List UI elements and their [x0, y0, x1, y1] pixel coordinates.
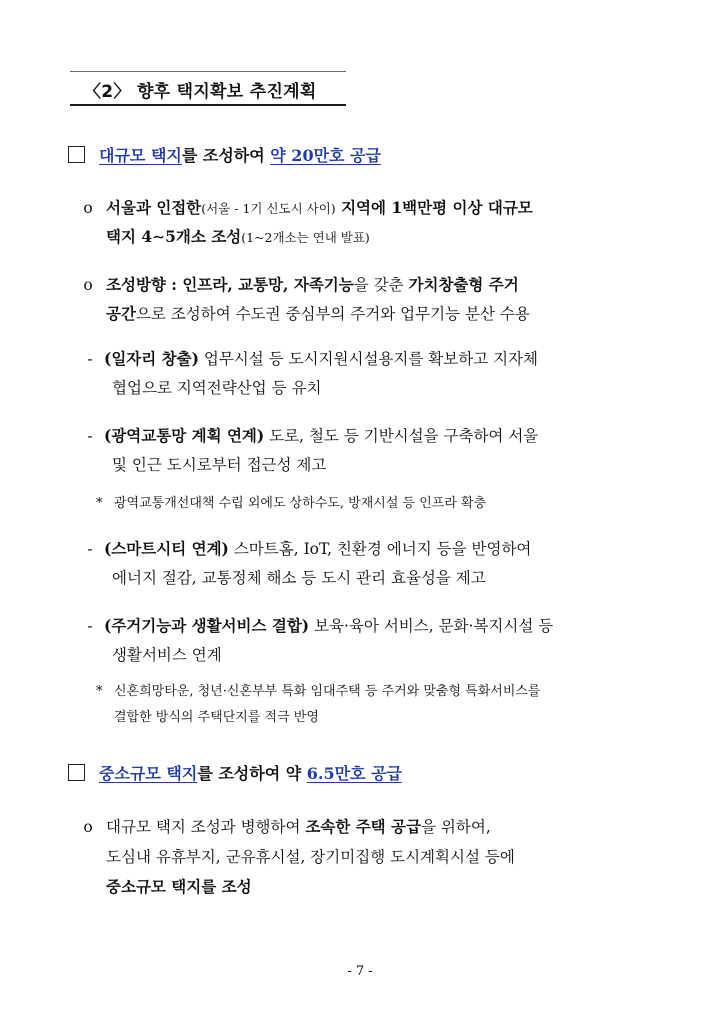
- item2-plain-text: 을 갖춘: [353, 276, 409, 294]
- asterisk-icon: *: [96, 496, 103, 511]
- heading1-middle: 를 조성하여: [181, 146, 271, 165]
- list-item-line: 도심내 유휴부지, 군유휴시설, 장기미집행 도시계획시설 등에: [106, 848, 515, 866]
- sub-item-line: [104, 534, 531, 564]
- heading2-amount: 6.5만호 공급: [306, 764, 402, 783]
- page-number: - 7 -: [347, 964, 373, 979]
- item2-bold-text-3: 공간: [106, 304, 136, 323]
- dash-bullet-icon: -: [87, 540, 93, 558]
- item1-bold-text-2: 지역에 1백만평 이상 대규모: [335, 198, 533, 217]
- list-item-line: [106, 299, 530, 329]
- sub2-bold-text: (광역교통망 계획 연계): [104, 426, 265, 445]
- item3-plain-text-2: 을 위하여,: [421, 818, 491, 836]
- item2-bold-text: 조성방향 : 인프라, 교통망, 자족기능: [106, 275, 354, 294]
- sub4-text: 보육·육아 서비스, 문화·복지시설 등: [309, 617, 554, 635]
- section-title: 〈2〉 향후 택지확보 추진계획: [84, 82, 317, 102]
- asterisk-icon: *: [96, 684, 103, 699]
- circle-bullet-icon: ο: [83, 276, 93, 294]
- item3-plain-text: 대규모 택지 조성과 병행하여: [106, 818, 306, 836]
- dash-bullet-icon: -: [87, 350, 93, 368]
- list-item-line: [106, 193, 533, 224]
- dash-bullet-icon: -: [87, 617, 93, 635]
- heading1-subject: 대규모 택지: [99, 146, 182, 165]
- sub-item-line: 에너지 절감, 교통정체 해소 등 도시 관리 효율성을 제고: [112, 569, 486, 587]
- sub-item-line: [104, 421, 538, 451]
- item1-small-text-2: (1~2개소는 연내 발표): [241, 230, 370, 245]
- item3-bold-text: 조속한 주택 공급: [305, 817, 421, 836]
- section-header: [70, 71, 346, 105]
- sub1-bold-text: (일자리 창출): [104, 349, 199, 368]
- list-item-line: [106, 812, 491, 842]
- note-text: 신혼희망타운, 청년·신혼부부 특화 임대주택 등 주거와 맞춤형 특화서비스를: [114, 684, 541, 699]
- item2-plain-text-2: 으로 조성하여 수도권 중심부의 주거와 업무기능 분산 수용: [135, 305, 530, 323]
- item1-bold-text: 서울과 인접한: [106, 198, 202, 217]
- sub-item-line: [104, 611, 553, 641]
- item1-small-text: (서울 - 1기 신도시 사이): [201, 201, 336, 216]
- item1-bold-text-3: 택지 4∼5개소 조성: [106, 227, 242, 246]
- sub4-bold-text: (주거기능과 생활서비스 결합): [104, 616, 310, 635]
- dash-bullet-icon: -: [87, 427, 93, 445]
- item2-bold-text-2: 가치창출형 주거: [408, 275, 519, 294]
- heading1-amount: 약 20만호 공급: [270, 146, 381, 165]
- heading2-subject: 중소규모 택지: [99, 764, 198, 783]
- circle-bullet-icon: ο: [83, 199, 93, 217]
- checkbox-square-icon: [68, 764, 85, 781]
- list-item-line: [106, 222, 370, 253]
- sub-item-line: 협업으로 지역전략산업 등 유치: [112, 379, 322, 397]
- header-bottom-rule: [70, 104, 346, 106]
- sub-item-line: 및 인근 도시로부터 접근성 제고: [112, 456, 327, 474]
- heading2-middle: 를 조성하여 약: [197, 764, 307, 783]
- circle-bullet-icon: ο: [83, 818, 93, 836]
- sub2-text: 도로, 철도 등 기반시설을 구축하여 서울: [264, 427, 539, 445]
- note-text: 광역교통개선대책 수립 외에도 상하수도, 방재시설 등 인프라 확충: [114, 496, 487, 511]
- sub-item-line: [104, 344, 538, 374]
- sub-item-line: 생활서비스 연계: [112, 646, 222, 664]
- checkbox-square-icon: [68, 146, 85, 163]
- sub3-bold-text: (스마트시티 연계): [104, 539, 229, 558]
- list-item-line: [106, 270, 519, 300]
- note-text: 결합한 방식의 주택단지를 적극 반영: [114, 710, 319, 725]
- heading-small-scale-sites: [68, 761, 402, 784]
- sub3-text: 스마트홈, IoT, 친환경 에너지 등을 반영하여: [228, 540, 532, 558]
- heading-large-scale-sites: [68, 143, 381, 166]
- sub1-text: 업무시설 등 도시지원시설용지를 확보하고 지자체: [198, 350, 539, 368]
- header-top-rule: [70, 71, 346, 72]
- list-item-line: 중소규모 택지를 조성: [106, 877, 252, 896]
